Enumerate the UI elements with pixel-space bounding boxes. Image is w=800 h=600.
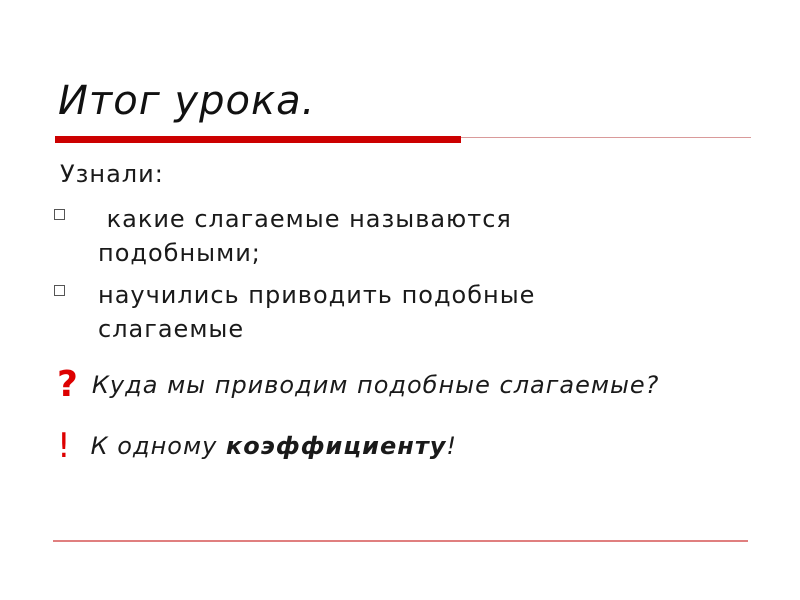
bullet-1-line-1: какие слагаемые называются <box>98 205 512 233</box>
learned-label: Узнали: <box>60 160 164 188</box>
question-mark-icon: ? <box>57 364 78 405</box>
answer-text-after: ! <box>446 432 457 460</box>
footer-divider <box>53 540 748 542</box>
question-row <box>57 364 659 405</box>
title-underline-thick <box>55 136 461 143</box>
answer-text-before: К одному <box>90 432 226 460</box>
bullet-text-2 <box>98 278 535 346</box>
answer-row <box>57 426 457 466</box>
question-text: Куда мы приводим подобные слагаемые? <box>91 371 660 399</box>
bullet-1-line-2: подобными; <box>98 239 261 267</box>
square-bullet-icon <box>54 285 65 296</box>
title-underline-thin <box>461 137 751 138</box>
answer-text <box>91 432 457 460</box>
bullet-text-1 <box>98 202 512 270</box>
exclamation-mark-icon: ! <box>57 426 71 466</box>
slide-title: Итог урока. <box>58 78 316 124</box>
bullet-2-line-1: научились приводить подобные <box>98 281 536 309</box>
square-bullet-icon <box>54 209 65 220</box>
answer-text-bold: коэффициенту <box>225 432 447 460</box>
bullet-2-line-2: слагаемые <box>98 315 245 343</box>
